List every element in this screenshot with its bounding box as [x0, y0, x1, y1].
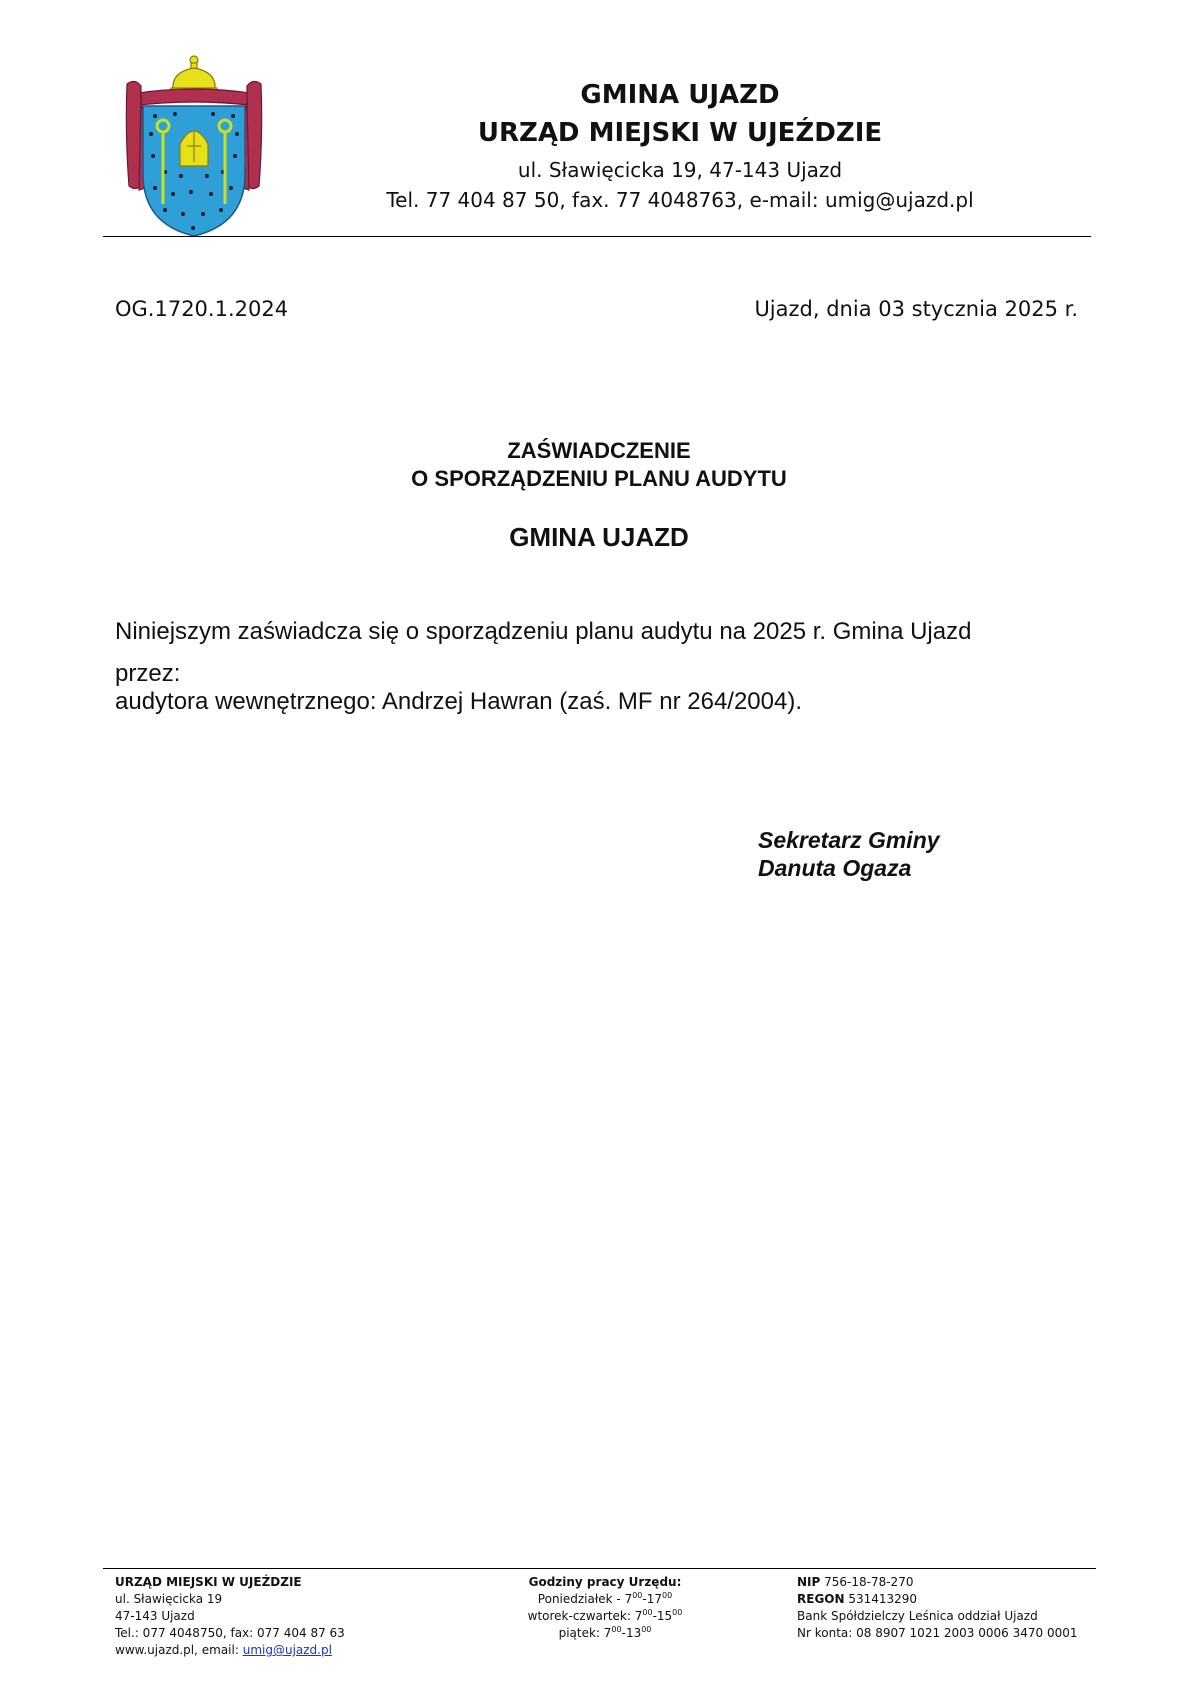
header-divider	[103, 236, 1091, 237]
hours-mid: -15	[652, 1609, 673, 1623]
footer-nip	[797, 1574, 1078, 1591]
coat-of-arms-icon	[125, 54, 263, 238]
footer-email-link[interactable]: umig@ujazd.pl	[242, 1643, 332, 1657]
letterhead-municipality: GMINA UJAZD	[580, 80, 780, 110]
footer-hours	[490, 1574, 720, 1642]
footer-office-street: ul. Sławięcicka 19	[115, 1592, 223, 1606]
reference-number: OG.1720.1.2024	[115, 297, 289, 321]
nip-label: NIP	[797, 1575, 821, 1589]
regon-label: REGON	[797, 1592, 845, 1606]
hours-label: piątek: 7	[558, 1626, 612, 1640]
footer-registry	[797, 1574, 1078, 1642]
footer-hours-row	[490, 1608, 720, 1625]
footer-office-web	[115, 1642, 345, 1659]
document-entity: GMINA UJAZD	[509, 522, 689, 552]
footer-hours-title: Godziny pracy Urzędu:	[528, 1575, 682, 1589]
footer-web-prefix: www.ujazd.pl, email:	[115, 1643, 243, 1657]
body-statement: Niniejszym zaświadcza się o sporządzeniu planu audytu na 2025 r. Gmina Ujazd	[115, 618, 972, 645]
hours-label: Poniedziałek - 7	[537, 1592, 633, 1606]
hours-mid: -17	[642, 1592, 663, 1606]
hours-sup: 00	[632, 1591, 643, 1600]
hours-label: wtorek-czwartek: 7	[527, 1609, 643, 1623]
footer-office-phones: Tel.: 077 4048750, fax: 077 404 87 63	[115, 1626, 345, 1640]
body-auditor: audytora wewnętrznego: Andrzej Hawran (zaś. MF nr 264/2004).	[115, 688, 803, 715]
footer-divider	[103, 1568, 1096, 1569]
footer-bank: Bank Spółdzielczy Leśnica oddział Ujazd	[797, 1609, 1038, 1623]
hours-sup: 00	[642, 1608, 653, 1617]
footer-regon	[797, 1591, 1078, 1608]
body-by: przez:	[115, 660, 181, 687]
signature-role: Sekretarz Gminy	[758, 827, 940, 853]
document-date: Ujazd, dnia 03 stycznia 2025 r.	[754, 297, 1078, 321]
letterhead-contact: Tel. 77 404 87 50, fax. 77 4048763, e-mail: umig@ujazd.pl	[386, 188, 974, 212]
footer-office-name: URZĄD MIEJSKI W UJEŹDZIE	[115, 1575, 302, 1589]
footer-office	[115, 1574, 345, 1659]
signature-name: Danuta Ogaza	[758, 855, 912, 881]
hours-sup: 00	[662, 1591, 673, 1600]
letterhead-office: URZĄD MIEJSKI W UJEŹDZIE	[477, 118, 883, 148]
footer-hours-row	[490, 1591, 720, 1608]
footer-account: Nr konta: 08 8907 1021 2003 0006 3470 0001	[797, 1626, 1078, 1640]
footer-hours-row	[490, 1625, 720, 1642]
hours-sup: 00	[611, 1625, 622, 1634]
hours-sup: 00	[672, 1608, 683, 1617]
document-title: ZAŚWIADCZENIE	[507, 438, 691, 463]
regon-value: 531413290	[844, 1592, 918, 1606]
letterhead-address: ul. Sławięcicka 19, 47-143 Ujazd	[517, 158, 843, 182]
hours-sup: 00	[641, 1625, 652, 1634]
nip-value: 756-18-78-270	[820, 1575, 914, 1589]
footer-office-city: 47-143 Ujazd	[115, 1609, 195, 1623]
document-subtitle: O SPORZĄDZENIU PLANU AUDYTU	[411, 466, 787, 491]
hours-mid: -13	[621, 1626, 642, 1640]
